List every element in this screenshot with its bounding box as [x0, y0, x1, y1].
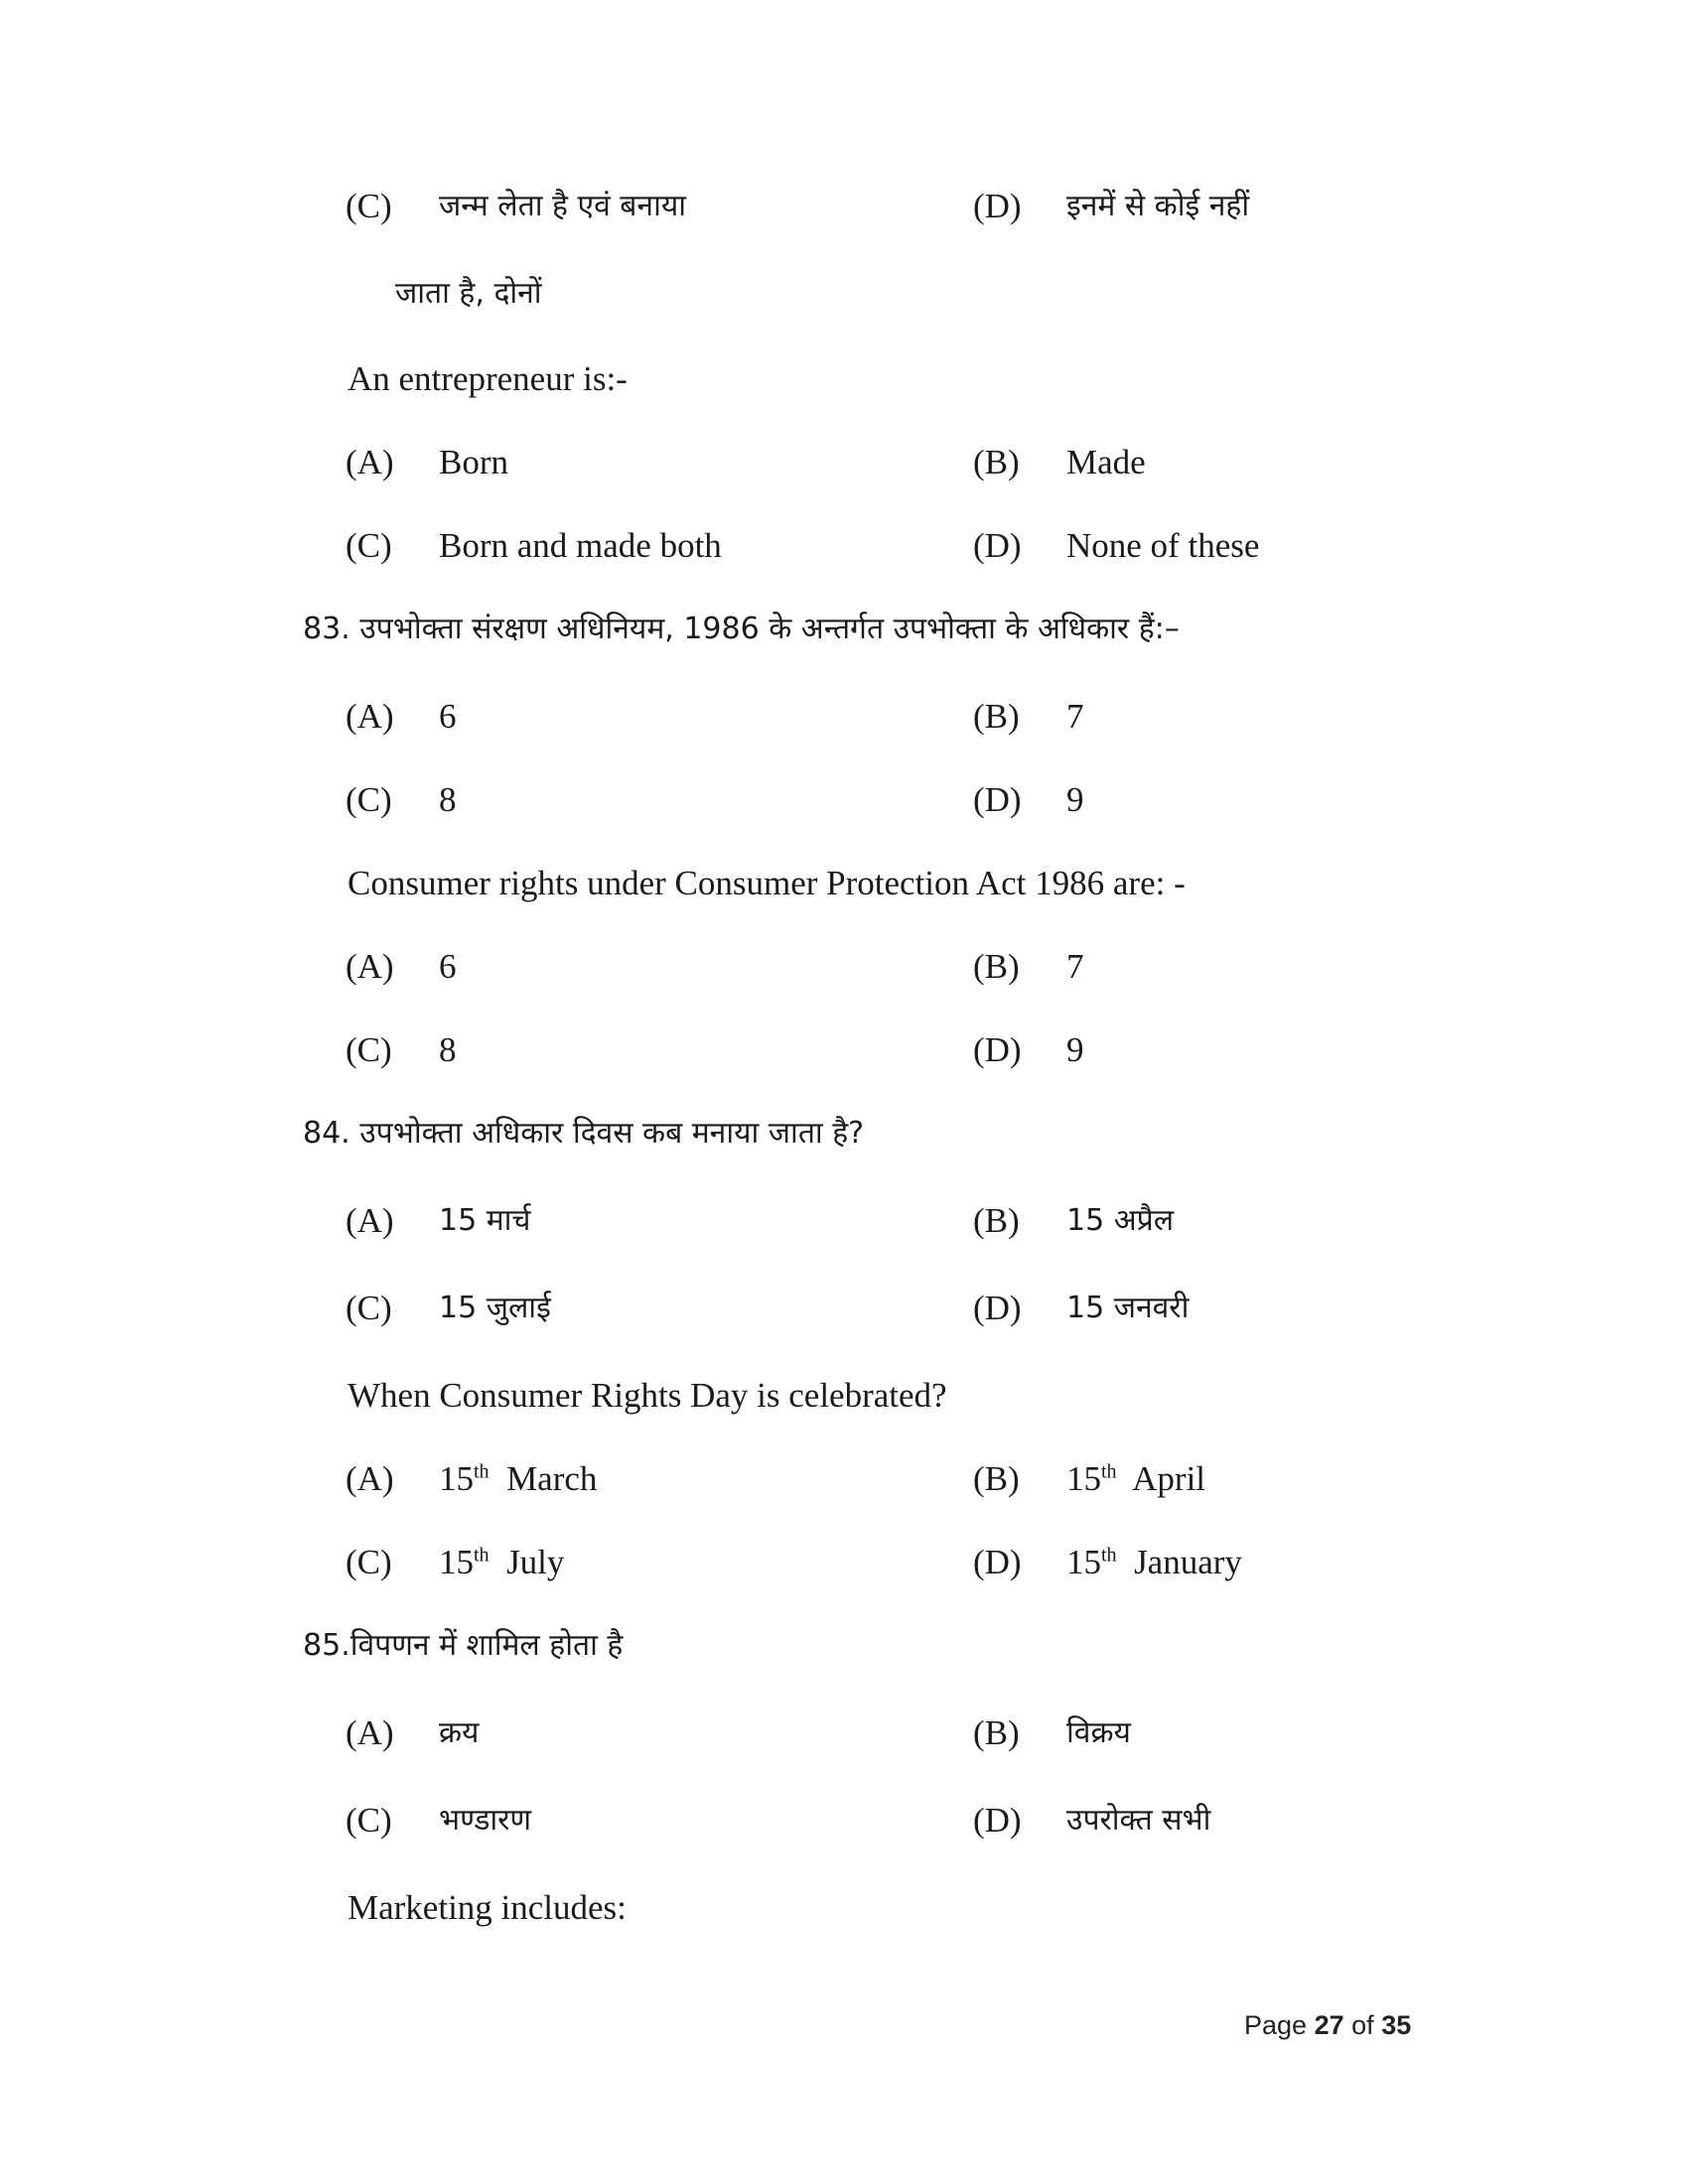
q84-en-question: When Consumer Rights Day is celebrated?	[348, 1376, 947, 1415]
option-text: 15th January	[1066, 1543, 1242, 1581]
q83-en-question: Consumer rights under Consumer Protection Act 1986 are: -	[348, 864, 1186, 902]
option-label: (D)	[973, 1030, 1022, 1069]
option-text: Born and made both	[439, 526, 722, 565]
option-text: 15 जुलाई	[439, 1291, 551, 1325]
option-label: (B)	[973, 1201, 1020, 1240]
option-label: (D)	[973, 780, 1022, 819]
option-label: (B)	[973, 443, 1020, 481]
option-text: 8	[439, 780, 457, 819]
option-label: (B)	[973, 697, 1020, 736]
option-label: (D)	[973, 1801, 1022, 1840]
option-text: 15th April	[1066, 1459, 1206, 1498]
option-label: (A)	[346, 947, 394, 986]
option-text: None of these	[1066, 526, 1260, 565]
option-label: (B)	[973, 1459, 1020, 1498]
option-text: 15th July	[439, 1543, 565, 1581]
page-current: 27	[1314, 2010, 1344, 2040]
page-total: 35	[1381, 2010, 1412, 2040]
option-text: Made	[1066, 443, 1146, 481]
option-label: (A)	[346, 1713, 394, 1752]
option-text: 15 अप्रैल	[1066, 1203, 1175, 1238]
page-number	[1244, 2010, 1411, 2041]
option-text: 8	[439, 1030, 457, 1069]
option-text: क्रय	[439, 1715, 480, 1750]
option-text: 9	[1066, 1030, 1084, 1069]
option-label: (A)	[346, 697, 394, 736]
option-label: (D)	[973, 526, 1022, 565]
option-label: (C)	[346, 187, 392, 225]
option-text: 7	[1066, 947, 1084, 986]
option-text: Born	[439, 443, 508, 481]
q82-hi-option-c-continued: जाता है, दोनों	[395, 276, 542, 311]
option-label: (C)	[346, 1543, 392, 1581]
page-prefix: Page	[1244, 2010, 1308, 2040]
q85-hi-question: 85.विपणन में शामिल होता है	[303, 1628, 624, 1663]
option-label: (C)	[346, 526, 392, 565]
option-text: उपरोक्त सभी	[1066, 1803, 1211, 1838]
q84-hi-question: 84. उपभोक्ता अधिकार दिवस कब मनाया जाता है?	[303, 1116, 865, 1151]
option-label: (C)	[346, 1289, 392, 1327]
page-of: of	[1351, 2010, 1374, 2040]
option-label: (D)	[973, 1543, 1022, 1581]
q85-en-question: Marketing includes:	[348, 1888, 627, 1927]
option-text: 7	[1066, 697, 1084, 736]
q83-hi-question: 83. उपभोक्ता संरक्षण अधिनियम, 1986 के अन्तर्गत उपभोक्ता के अधिकार हैं:–	[303, 612, 1180, 646]
option-text: 15 मार्च	[439, 1203, 531, 1238]
option-label: (B)	[973, 1713, 1020, 1752]
option-label: (C)	[346, 780, 392, 819]
option-label: (D)	[973, 187, 1022, 225]
option-label: (D)	[973, 1289, 1022, 1327]
option-text: इनमें से कोई नहीं	[1066, 189, 1250, 223]
option-label: (A)	[346, 443, 394, 481]
option-label: (B)	[973, 947, 1020, 986]
option-text: 6	[439, 697, 457, 736]
option-text: 15 जनवरी	[1066, 1291, 1190, 1325]
option-text: 15th March	[439, 1459, 598, 1498]
option-label: (A)	[346, 1459, 394, 1498]
option-text: जन्म लेता है एवं बनाया	[439, 189, 687, 223]
option-label: (C)	[346, 1030, 392, 1069]
option-text: भण्डारण	[439, 1803, 532, 1838]
option-text: 6	[439, 947, 457, 986]
option-text: विक्रय	[1066, 1715, 1131, 1750]
option-label: (C)	[346, 1801, 392, 1840]
option-text: 9	[1066, 780, 1084, 819]
q82-en-question: An entrepreneur is:-	[348, 359, 628, 398]
option-label: (A)	[346, 1201, 394, 1240]
